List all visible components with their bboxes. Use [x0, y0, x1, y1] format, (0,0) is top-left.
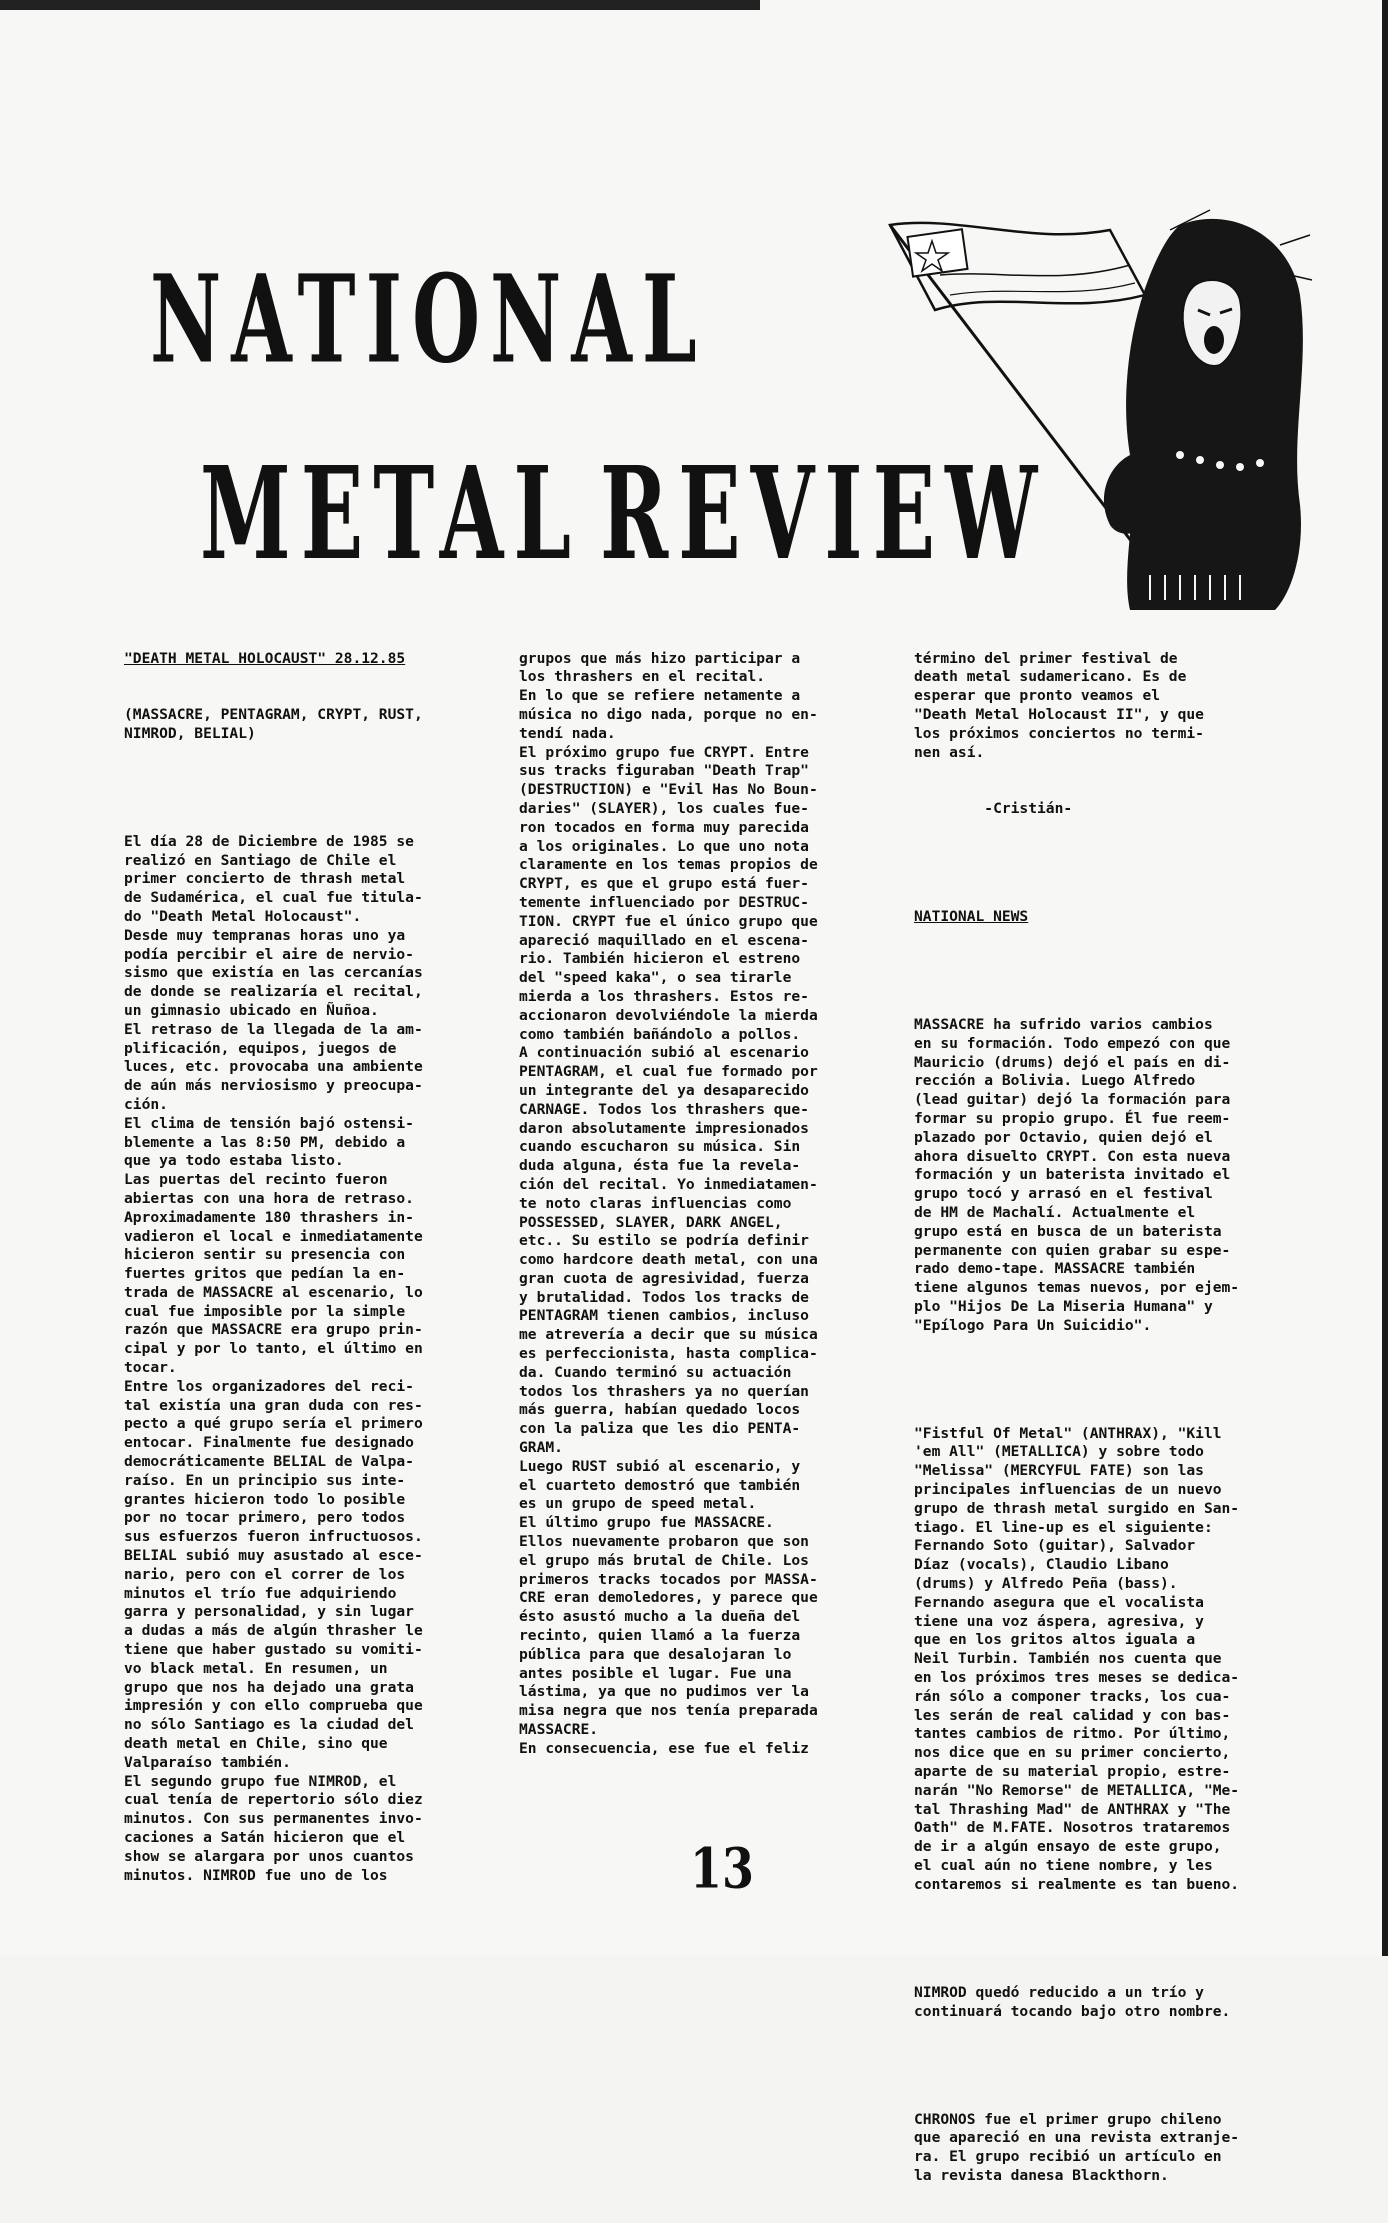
spacer [914, 856, 1304, 870]
news-paragraph-3: NIMROD quedó reducido a un trío y continuará tocando bajo otro nombre. [914, 1983, 1231, 2020]
article-heading: "DEATH METAL HOLOCAUST" 28.12.85 [124, 649, 406, 667]
article-column-3 [914, 612, 1304, 2223]
scan-edge-right [1382, 0, 1388, 1956]
spacer [914, 1932, 1304, 1946]
news-paragraph-2: "Fistful Of Metal" (ANTHRAX), "Kill 'em All" (METALLICA) y sobre todo "Melissa" (MERCYFUL FATE) son las principales influencias de un nuevo grupo de thrash metal surgido en San- tiago. El line-up es el siguiente: Fernando Soto (guitar), Salvador Díaz (vocals), Claudio Libano (drums) y Alfredo Peña (bass). Fernando asegura que el vocalista tiene una voz áspera, agresiva, y que en los gritos altos iguala a Neil Turbin. También nos cuenta que en los próximos tres meses se dedica- rán sólo a componer tracks, los cua- les serán de real calidad y con bas- tantes cambios de ritmo. Por último, nos dice que en su primer concierto, aparte de su material propio, estre- narán "No Remorse" de METALLICA, "Me- tal Thrashing Mad" de ANTHRAX y "The Oath" de M.FATE. Nosotros trataremos de ir a algún ensayo de este grupo, el cual aún no tiene nombre, y les contaremos si realmente es tan bueno. [914, 1424, 1240, 1893]
author-signature: -Cristián- [914, 799, 1073, 817]
scan-edge-top [0, 0, 760, 10]
spacer [914, 964, 1304, 978]
news-heading: NATIONAL NEWS [914, 907, 1029, 925]
news-paragraph-4: CHRONOS fue el primer grupo chileno que apareció en una revista extranje- ra. El grupo recibió un artículo en la revista danesa Blackthorn. [914, 2110, 1240, 2184]
title-line-metal: METAL [200, 440, 582, 589]
article-body-1: El día 28 de Diciembre de 1985 se realizó en Santiago de Chile el primer concierto de thrash metal de Sudamérica, el cual fue titula- do "Death Metal Holocaust". Desde muy tempranas horas uno ya podía percibir el aire de nervio- sismo que existía en las cercanías de donde se realizaría el recital, un gimnasio ubicado en Ñuñoa. El retraso de la llegada de la am- plificación, equipos, juegos de luces, etc. provocaba una ambiente de aún más nerviosismo y preocupa- ción. El clima de tensión bajó ostensi- blemente a las 8:50 PM, debido a que ya todo estaba listo. Las puertas del recinto fueron abiertas con una hora de retraso. Aproximadamente 180 thrashers in- vadieron el local e inmediatamente hicieron sentir su presencia con fuertes gritos que pedían la en- trada de MASSACRE al escenario, lo cual fue imposible por la simple razón que MASSACRE era grupo prin- cipal y por lo tanto, el último en tocar. Entre los organizadores del reci- tal existía una gran duda con res- pecto a qué grupo sería el primero entocar. Finalmente fue designado democráticamente BELIAL de Valpa- raíso. En un principio sus inte- grantes hicieron todo lo posible por no tocar primero, pero todos sus esfuerzos fueron infructuosos. BELIAL subió muy asustado al esce- nario, pero con el correr de los minutos el trío fue adquiriendo garra y personalidad, y sin lugar a dudas a más de algún thrasher le tiene que haber gustado su vomiti- vo black metal. En resumen, un grupo que nos ha dejado una grata impresión y con ello comprueba que no sólo Santiago es la ciudad del death metal en Chile, sino que Valparaíso también. El segundo grupo fue NIMROD, el cual tenía de repertorio sólo diez minutos. Con sus permanentes invo- caciones a Satán hicieron que el show se alargara por unos cuantos minutos. NIMROD fue uno de los [124, 832, 423, 1884]
news-paragraph-1: MASSACRE ha sufrido varios cambios en su formación. Todo empezó con que Mauricio (drums) dejó el país en di- rección a Bolivia. Luego Alfredo (lead guitar) dejó la formación para formar su propio grupo. Él fue reem- plazado por Octavio, quien dejó el ahora disuelto CRYPT. Con esta nueva formación y un baterista invitado el grupo tocó y arrasó en el festival de HM de Machalí. Actualmente el grupo está en busca de un baterista permanente con quien grabar su espe- rado demo-tape. MASSACRE también tiene algunos temas nuevos, por ejem- plo "Hijos De La Miseria Humana" y "Epílogo Para Un Suicidio". [914, 1015, 1240, 1334]
article-body-2: grupos que más hizo participar a los thrashers en el recital. En lo que se refiere netamente a música no digo nada, porque no en- tendí nada. El próximo grupo fue CRYPT. Entre sus tracks figuraban "Death Trap" (DESTRUCTION) e "Evil Has No Boun- daries" (SLAYER), los cuales fue- ron tocados en forma muy parecida a los originales. Lo que uno nota claramente en los temas propios de CRYPT, es que el grupo está fuer- temente influenciado por DESTRUC- TION. CRYPT fue el único grupo que apareció maquillado en el escena- rio. También hicieron el estreno del "speed kaka", o sea tirarle mierda a los thrashers. Estos re- accionaron devolviéndole la mierda como también bañándolo a pollos. A continuación subió al escenario PENTAGRAM, el cual fue formado por un integrante del ya desaparecido CARNAGE. Todos los thrashers que- daron absolutamente impresionados cuando escucharon su música. Sin duda alguna, ésta fue la revela- ción del recital. Yo inmediatamen- te noto claras influencias como POSSESSED, SLAYER, DARK ANGEL, etc.. Su estilo se podría definir como hardcore death metal, con una gran cuota de agresividad, fuerza y brutalidad. Todos los tracks de PENTAGRAM tienen cambios, incluso me atrevería a decir que su música es perfeccionista, hasta complica- da. Cuando terminó su actuación todos los thrashers ya no querían más guerra, habían quedado locos con la paliza que les dio PENTA- GRAM. Luego RUST subió al escenario, y el cuarteto demostró que también es un grupo de speed metal. El último grupo fue MASSACRE. Ellos nuevamente probaron que son el grupo más brutal de Chile. Los primeros tracks tocados por MASSA- CRE eran demoledores, y parece que ésto asustó mucho a la dueña del recinto, quien llamó a la fuerza pública para que desalojaran lo antes posible el lugar. Fue una lástima, ya que no pudimos ver la misa negra que nos tenía preparada MASSACRE. En consecuencia, ese fue el feliz [519, 649, 818, 1757]
title-line-national: NATIONAL [150, 250, 707, 392]
article-column-1 [124, 612, 494, 1923]
spacer [914, 2059, 1304, 2073]
metalhead-with-chilean-flag-illustration [880, 205, 1315, 615]
page-number: 13 [690, 1836, 755, 1901]
spacer [914, 1373, 1304, 1387]
article-column-2 [519, 612, 889, 1796]
article-body-3: término del primer festival de death metal sudamericano. Es de esperar que pronto veamos el "Death Metal Holocaust II", y que los próximos conciertos no termi- nen así. [914, 649, 1204, 761]
spacer [124, 781, 494, 795]
article-subheading: (MASSACRE, PENTAGRAM, CRYPT, RUST, NIMROD, BELIAL) [124, 705, 423, 742]
title-line-review: REVIEW [600, 440, 1048, 589]
